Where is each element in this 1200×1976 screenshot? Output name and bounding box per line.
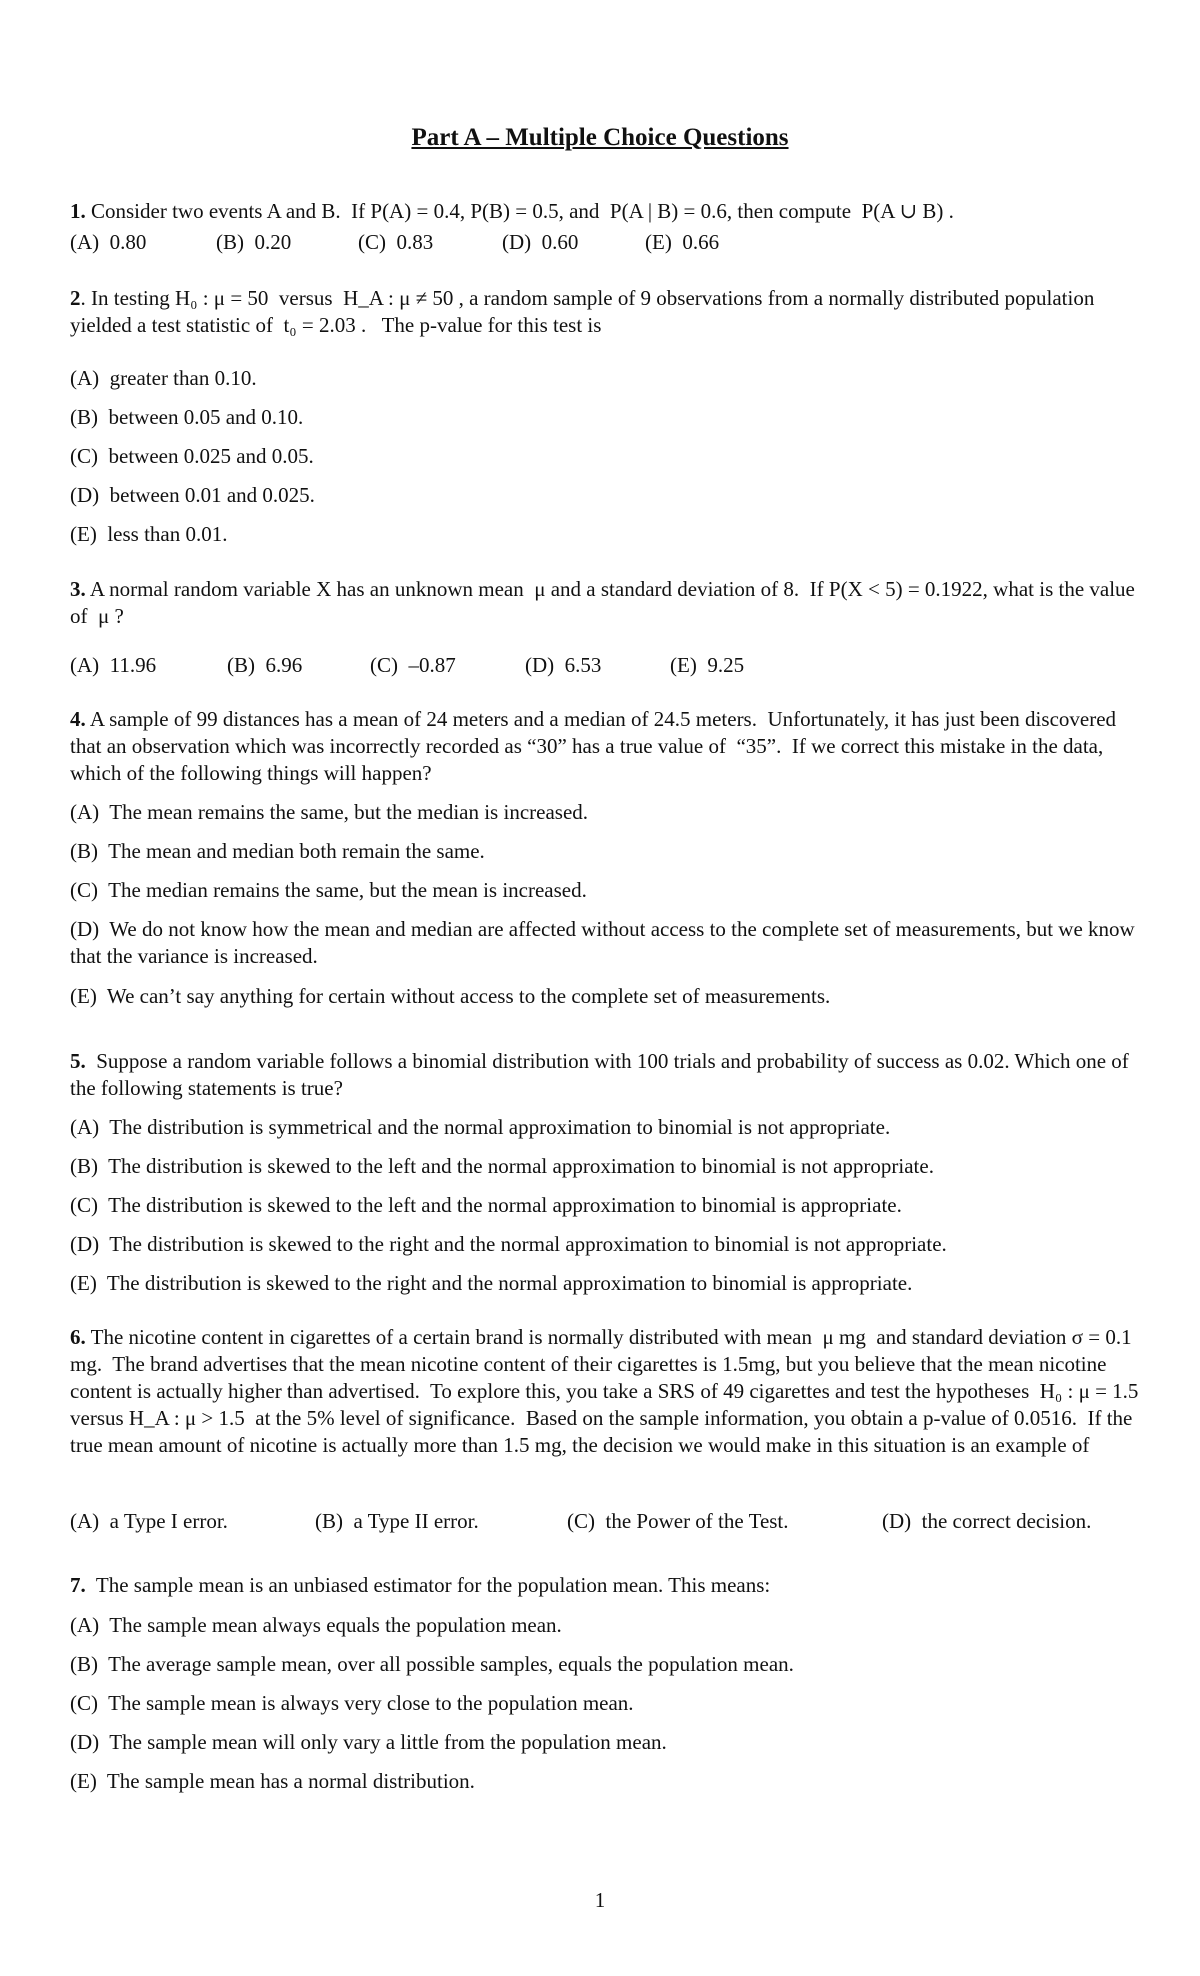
question-4 [70,706,1140,787]
page-number: 1 [594,1888,606,1912]
option-c: (C) between 0.025 and 0.05. [70,444,314,468]
question-6 [70,1324,1144,1459]
question-5 [70,1048,1140,1102]
option-e: (E) We can’t say anything for certain without access to the complete set of measurements. [70,984,831,1008]
option-c: (C) –0.87 [370,653,456,677]
option-d: (D) 0.60 [502,230,579,254]
option-e: (E) 0.66 [645,230,720,254]
option-e: (E) 9.25 [670,653,745,677]
question-3 [70,576,1140,630]
question-text: Suppose a random variable follows a binomial distribution with 100 trials and probability of success as 0.02. Which one of the following statements is true? [70,1049,1135,1100]
option-a: (A) The sample mean always equals the population mean. [70,1613,562,1637]
question-number: 4. [70,707,86,731]
option-e: (E) less than 0.01. [70,522,228,546]
option-a: (A) greater than 0.10. [70,366,257,390]
question-number: 6. [70,1325,86,1349]
page-title: Part A – Multiple Choice Questions [411,124,789,151]
question-text: Consider two events A and B. If P(A) = 0.4, P(B) = 0.5, and P(A | B) = 0.6, then compute P(A ∪ B) . [85,199,954,223]
option-b: (B) The average sample mean, over all possible samples, equals the population mean. [70,1652,794,1676]
question-number: 3. [70,577,86,601]
option-b: (B) The distribution is skewed to the left and the normal approximation to binomial is not appropriate. [70,1154,934,1178]
option-d: (D) 6.53 [525,653,602,677]
option-e: (E) The distribution is skewed to the right and the normal approximation to binomial is appropriate. [70,1271,913,1295]
question-text: The sample mean is an unbiased estimator for the population mean. This means: [85,1573,771,1597]
option-b: (B) 0.20 [216,230,292,254]
question-number: 2 [70,286,81,310]
option-d: (D) between 0.01 and 0.025. [70,483,315,507]
option-a: (A) The mean remains the same, but the median is increased. [70,800,589,824]
option-b: (B) a Type II error. [315,1509,479,1533]
option-d: (D) the correct decision. [882,1509,1092,1533]
option-e: (E) The sample mean has a normal distribution. [70,1769,475,1793]
option-d: (D) The distribution is skewed to the right and the normal approximation to binomial is not appropriate. [70,1232,947,1256]
option-d: (D) The sample mean will only vary a little from the population mean. [70,1730,667,1754]
question-number: 7. [70,1573,86,1597]
option-a: (A) 0.80 [70,230,147,254]
option-a: (A) a Type I error. [70,1509,228,1533]
question-text: A sample of 99 distances has a mean of 24 meters and a median of 24.5 meters. Unfortunately, it has just been discovered that an observation which was incorrectly recorded as “30” has a true value of “35”. If we correct this mistake in the data, which of the following things will happen? [70,707,1122,785]
option-b: (B) The mean and median both remain the same. [70,839,485,863]
option-b: (B) between 0.05 and 0.10. [70,405,304,429]
option-c: (C) 0.83 [358,230,434,254]
question-number: 5. [70,1049,86,1073]
option-b: (B) 6.96 [227,653,303,677]
option-c: (C) The sample mean is always very close to the population mean. [70,1691,634,1715]
question-text: . In testing H₀ : μ = 50 versus H_A : μ ≠ 50 , a random sample of 9 observations from a normally distributed population yielded a test statistic of t₀ = 2.03 . The p-value for this test is [70,286,1100,337]
option-c: (C) the Power of the Test. [567,1509,789,1533]
question-number: 1. [70,199,86,223]
question-2 [70,285,1140,339]
option-c: (C) The distribution is skewed to the left and the normal approximation to binomial is appropriate. [70,1193,902,1217]
question-7 [70,1572,1140,1599]
question-text: The nicotine content in cigarettes of a certain brand is normally distributed with mean μ mg and standard deviation σ = 0.1 mg. The brand advertises that the mean nicotine content of their cigarettes is 1.5mg, but you believe that the mean nicotine content is actually higher than advertised. To explore this, you take a SRS of 49 cigarettes and test the hypotheses H₀ : μ = 1.5 versus H_A : μ > 1.5 at the 5% level of significance. Based on the sample information, you obtain a p-value of 0.0516. If the true mean amount of nicotine is actually more than 1.5 mg, the decision we would make in this situation is an example of [70,1325,1144,1457]
question-1 [70,198,1140,225]
option-d: (D) We do not know how the mean and median are affected without access to the complete set of measurements, but we know that the variance is increased. [70,917,1140,968]
question-text: A normal random variable X has an unknown mean μ and a standard deviation of 8. If P(X < 5) = 0.1922, what is the value of μ ? [70,577,1141,628]
option-a: (A) The distribution is symmetrical and the normal approximation to binomial is not appropriate. [70,1115,891,1139]
option-c: (C) The median remains the same, but the mean is increased. [70,878,587,902]
option-a: (A) 11.96 [70,653,157,677]
